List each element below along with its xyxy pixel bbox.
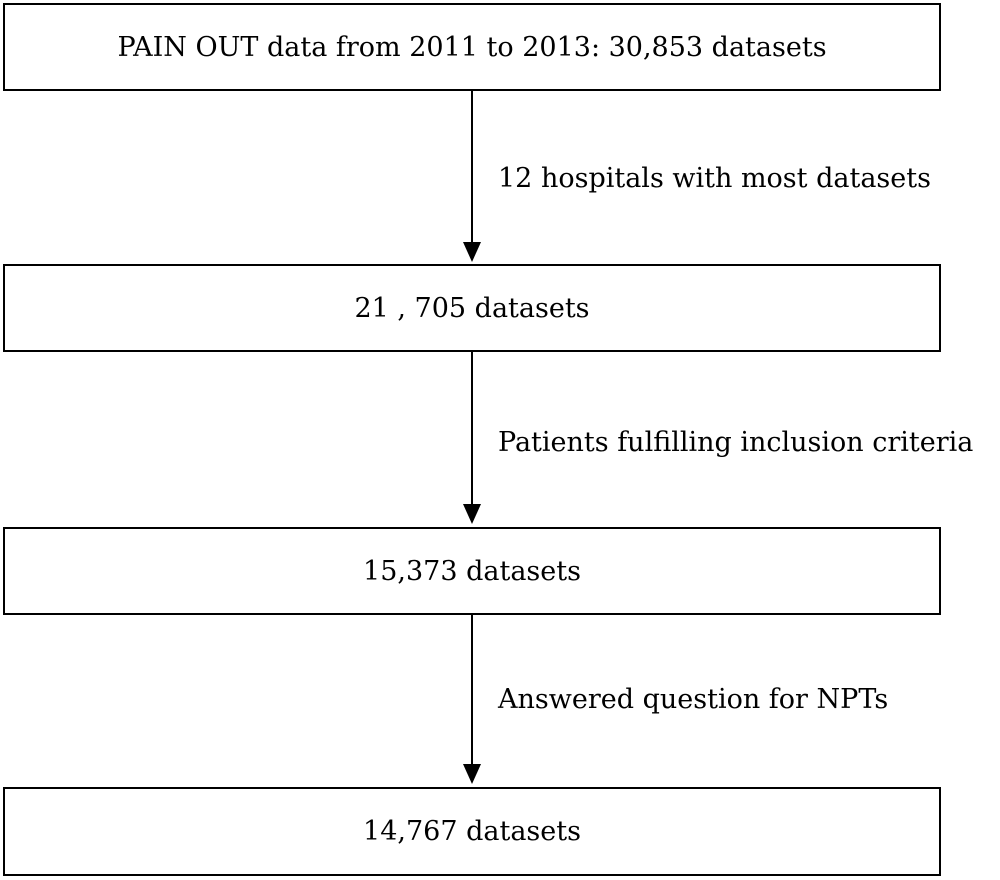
flow-node-label: 14,767 datasets (363, 816, 581, 847)
edge-label-hospitals: 12 hospitals with most datasets (498, 163, 931, 194)
flow-node-label: 15,373 datasets (363, 555, 581, 587)
flow-node-label: 21 , 705 datasets (354, 292, 590, 324)
edge-label-npts: Answered question for NPTs (498, 684, 889, 715)
flow-node-hospitals-subset (3, 264, 941, 352)
flow-node-inclusion-subset (3, 527, 941, 615)
arrow-3 (463, 615, 481, 784)
arrow-1 (463, 91, 481, 262)
edge-label-inclusion: Patients fulfilling inclusion criteria (498, 427, 974, 458)
flow-node-source (3, 3, 941, 91)
arrow-2 (463, 352, 481, 524)
flow-node-label: PAIN OUT data from 2011 to 2013: 30,853 datasets (117, 31, 827, 63)
flow-node-final (3, 787, 941, 876)
